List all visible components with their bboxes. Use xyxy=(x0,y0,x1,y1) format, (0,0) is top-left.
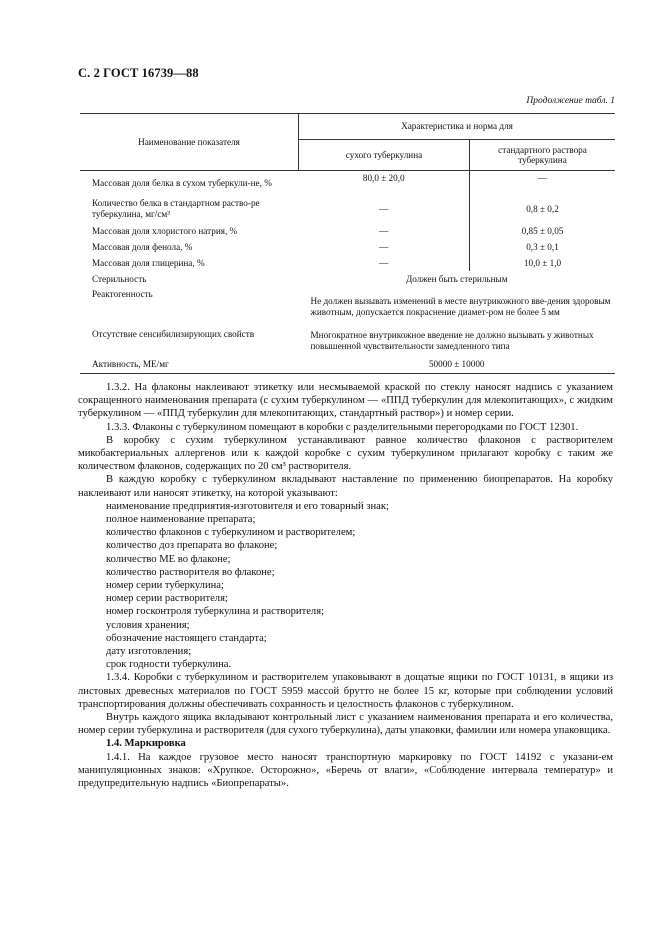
row-value-std: 0,3 ± 0,1 xyxy=(526,241,559,252)
list-item: дату изготовления; xyxy=(106,646,192,658)
list-item: количество растворителя во флаконе; xyxy=(106,566,275,578)
table-row xyxy=(80,355,615,374)
row-value-dry: — xyxy=(299,239,470,255)
table-row xyxy=(80,271,615,287)
row-value-dry: — xyxy=(299,255,470,271)
row-value-std: 0,8 ± 0,2 xyxy=(526,203,559,214)
row-name: Массовая доля хлористого натрия, % xyxy=(92,225,238,236)
page-header: С. 2 ГОСТ 16739—88 xyxy=(78,66,199,80)
row-name: Отсутствие сенсибилизирующих свойств xyxy=(92,329,255,339)
list-item: обозначение настоящего стандарта; xyxy=(106,632,267,644)
table-row xyxy=(80,255,615,271)
table-row xyxy=(80,327,615,355)
col-header-std-text: стандартного раствора туберкулина xyxy=(498,145,587,165)
body-text xyxy=(78,381,613,790)
table-row xyxy=(80,287,615,327)
list-item: номер серии туберкулина; xyxy=(106,580,224,592)
list-item: наименование предприятия-изготовителя и его товарный знак; xyxy=(106,500,389,512)
paragraph-1-3-4: 1.3.4. Коробки с туберкулином и растворителем упаковывают в дощатые ящики по ГОСТ 10131, в ящики из листовых древесных материалов по ГОСТ 5959 массой брутто не более 15 кг, которые при соблюдении условий транспортирования должны обеспечивать сохранность и целостность флаконов с туберкулином. xyxy=(78,672,613,710)
table-row xyxy=(80,223,615,239)
list-item: количество МЕ во флаконе; xyxy=(106,553,231,565)
row-value-both: Не должен вызывать изменений в месте внутрикожного вве-дения здоровым животным, допускается покраснение диамет-ром не более 5 мм xyxy=(310,296,611,317)
paragraph-1-3-2: 1.3.2. На флаконы наклеивают этикетку или несмываемой краской по стеклу наносят надпись с указанием сокращенного наименования препарата (с сухим туберкулином — «ППД туберкулин для млекопитающих», с жидким туберкулином — «ППД туберкулин для млекопитающих, стандартный раствор») и номер серии. xyxy=(78,382,613,420)
table-row xyxy=(80,171,615,196)
paragraph-1-4-1: 1.4.1. На каждое грузовое место наносят транспортную маркировку по ГОСТ 14192 с указани-ем манипуляционных знаков: «Хрупкое. Осторожно», «Беречь от влаги», «Соблюдение интервала температур» и предупредительную надпись «Биопрепараты». xyxy=(78,751,613,790)
list-item: полное наименование препарата; xyxy=(106,514,256,526)
row-value-dry: 80,0 ± 20,0 xyxy=(299,171,470,196)
paragraph-1-3-4-b: Внутрь каждого ящика вкладывают контрольный лист с указанием наименования препарата и его количества, номер серии туберкулина и растворителя (для сухого туберкулина), даты упаковки, фамилии или номера упаковщика. xyxy=(78,712,613,737)
row-value-dry: — xyxy=(299,195,470,223)
list-item: номер госконтроля туберкулина и растворителя; xyxy=(106,606,325,618)
row-value-both: 50000 ± 10000 xyxy=(299,355,616,374)
row-value-dry: — xyxy=(299,223,470,239)
list-item: номер серии растворителя; xyxy=(106,593,228,605)
col-header-std xyxy=(470,140,616,171)
row-value-both: Многократное внутрикожное введение не должно вызывать у животных повышенной чувствительности замедленного типа xyxy=(310,330,594,351)
table-continuation-label: Продолжение табл. 1 xyxy=(526,96,615,106)
table-row xyxy=(80,239,615,255)
list-item: условия хранения; xyxy=(106,619,190,631)
paragraph-1-3-3-b: В коробку с сухим туберкулином устанавливают равное количество флаконов с растворителем микобактериальных аллергенов или к каждой коробке с сухим туберкулином прилагают коробку с таким же количеством флаконов, содержащих по 20 см³ растворителя. xyxy=(78,434,613,473)
row-name: Реактогенность xyxy=(92,289,153,299)
col-header-group: Характеристика и норма для xyxy=(299,114,616,140)
row-value-std: — xyxy=(537,173,548,183)
list-item: количество флаконов с туберкулином и растворителем; xyxy=(106,527,356,539)
row-value-both: Должен быть стерильным xyxy=(405,273,508,284)
col-header-name: Наименование показателя xyxy=(80,114,299,171)
spec-table xyxy=(80,113,615,374)
paragraph-1-3-3: 1.3.3. Флаконы с туберкулином помещают в коробки с разделительными перегородками по ГОСТ 12301. xyxy=(106,421,579,433)
list-item: срок годности туберкулина. xyxy=(106,659,232,671)
row-value-std: 0,85 ± 0,05 xyxy=(521,225,564,236)
section-title-1-4: 1.4. Маркировка xyxy=(106,738,186,750)
row-name: Массовая доля фенола, % xyxy=(92,241,193,252)
col-header-dry: сухого туберкулина xyxy=(299,140,470,171)
row-value-std: 10,0 ± 1,0 xyxy=(523,257,562,268)
row-name: Количество белка в стандартном раство-ре туберкулина, мг/см³ xyxy=(92,198,260,219)
row-name: Массовая доля белка в сухом туберкули-не, % xyxy=(92,177,272,188)
row-name: Активность, МЕ/мг xyxy=(80,355,299,374)
paragraph-1-3-3-c: В каждую коробку с туберкулином вкладывают наставление по применению биопрепаратов. На коробку наклеивают или наносят этикетку, на которой указывают: xyxy=(78,474,613,499)
table-row xyxy=(80,195,615,223)
row-name: Массовая доля глицерина, % xyxy=(92,257,205,268)
list-item: количество доз препарата во флаконе; xyxy=(106,540,278,552)
row-name: Стерильность xyxy=(92,273,147,284)
